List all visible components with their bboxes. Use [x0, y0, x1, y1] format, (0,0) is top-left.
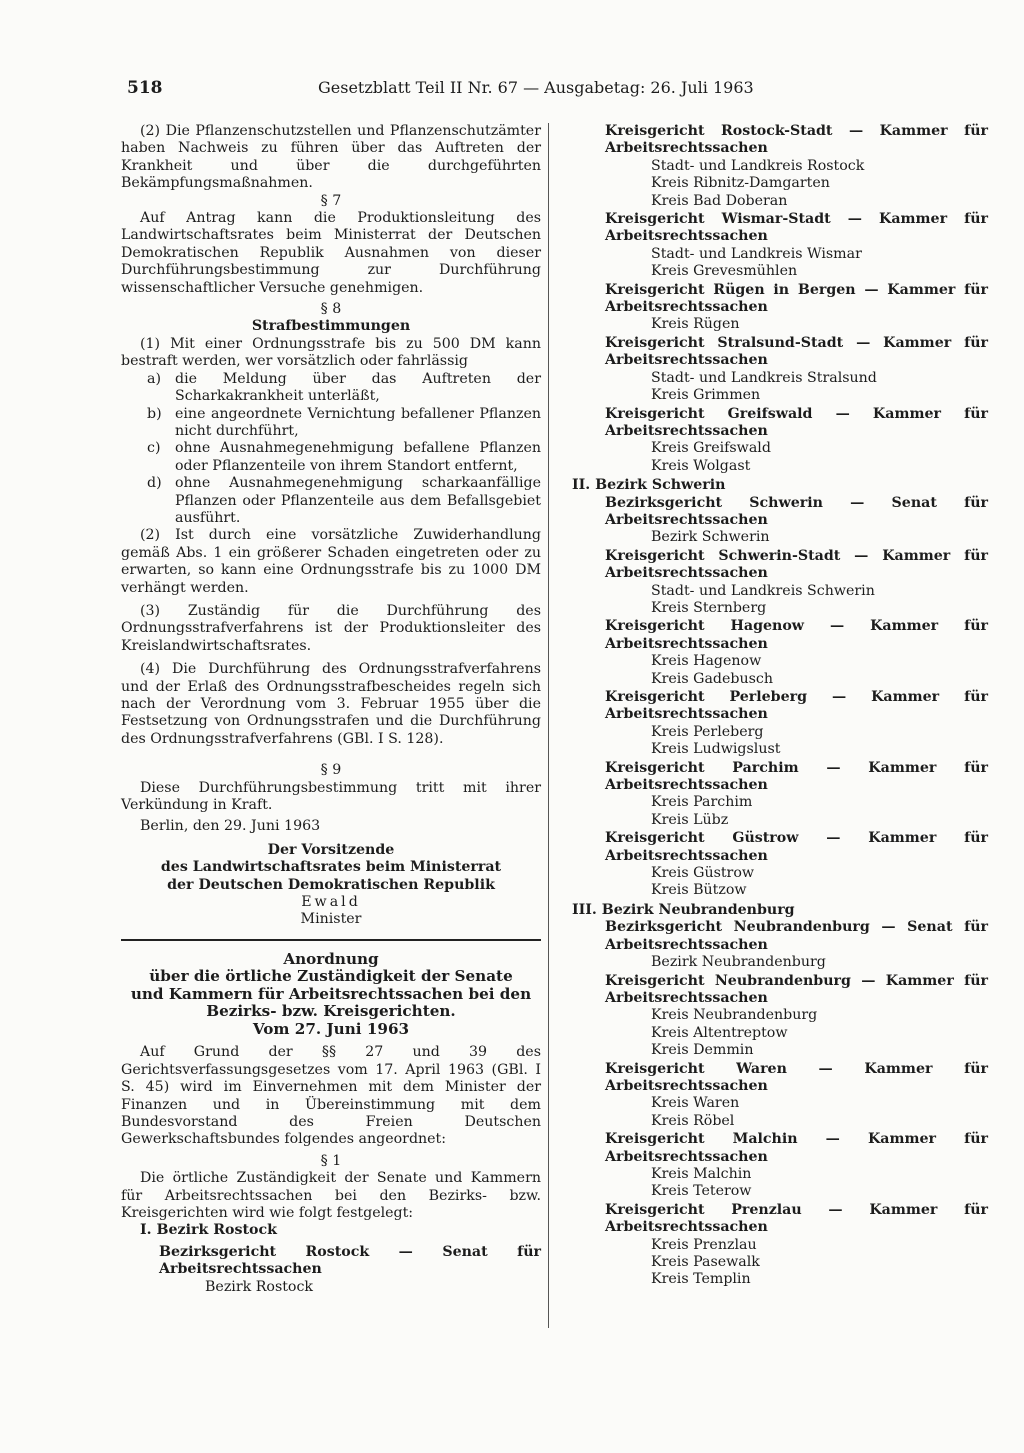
court-name: Kreisgericht Greifswald — Kammer für Arbeitsrechtssachen: [605, 405, 988, 439]
paragraph: (3) Zuständig für die Durchführung des Ordnungsstrafverfahrens ist der Produktionsleiter des Kreislandwirtschaftsrates.: [121, 602, 541, 654]
district: Kreis Pasewalk: [651, 1254, 760, 1270]
list-item-label: d): [147, 475, 162, 492]
district: Kreis Wolgast: [651, 457, 751, 474]
paragraph: Die örtliche Zuständigkeit der Senate und Kammern für Arbeitsrechtssachen bei den Bezirks- bzw. Kreisgerichten wird wie folgt festgelegt:: [121, 1170, 541, 1222]
section-heading: § 7: [320, 192, 342, 209]
court-name: Kreisgericht Güstrow — Kammer für Arbeitsrechtssachen: [605, 830, 988, 864]
ordinance-title-line: Bezirks- bzw. Kreisgerichten.: [206, 1002, 456, 1021]
district: Kreis Rügen: [651, 316, 740, 333]
district: Kreis Gadebusch: [651, 670, 773, 687]
court-name: Bezirksgericht Schwerin — Senat für Arbeitsrechtssachen: [605, 494, 988, 528]
district: Kreis Güstrow: [651, 865, 755, 882]
court-name: Kreisgericht Rügen in Bergen — Kammer für Arbeitsrechtssachen: [605, 281, 988, 316]
court-block: [572, 123, 988, 210]
list-item: [121, 475, 541, 527]
district: Stadt- und Landkreis Stralsund: [651, 369, 877, 386]
signatory-name: Ewald: [301, 894, 361, 911]
court-block: [572, 282, 988, 334]
district: Kreis Grevesmühlen: [651, 263, 798, 280]
page-number: 518: [127, 78, 163, 98]
ordinance-date: Vom 27. Juni 1963: [252, 1019, 410, 1038]
district: Kreis Prenzlau: [651, 1236, 757, 1253]
list-item: [121, 371, 541, 406]
court-block: [572, 211, 988, 281]
district: Kreis Ribnitz-Damgarten: [651, 175, 830, 192]
column-divider: [548, 123, 549, 1328]
paragraph: (2) Die Pflanzenschutzstellen und Pflanzenschutzämter haben Nachweis zu führen über das Auftreten der Krankheit und über die durchgeführten Bekämpfungsmaßnahmen.: [121, 123, 541, 192]
district: Kreis Templin: [651, 1271, 751, 1288]
district: Kreis Parchim: [651, 794, 753, 811]
page-header: [0, 78, 1024, 106]
paragraph: Diese Durchführungsbestimmung tritt mit ihrer Verkündung in Kraft.: [121, 779, 541, 814]
enumeration-list: [121, 371, 541, 528]
court-block: [572, 760, 988, 830]
court-block: [572, 618, 988, 688]
section-heading: § 1: [320, 1152, 342, 1169]
court-block: [572, 335, 988, 405]
court-name: Kreisgericht Perleberg — Kammer für Arbeitsrechtssachen: [605, 689, 988, 723]
court-name: Kreisgericht Neubrandenburg — Kammer für Arbeitsrechtssachen: [605, 972, 988, 1006]
court-name: Bezirksgericht Neubrandenburg — Senat für Arbeitsrechtssachen: [605, 919, 988, 953]
district: Kreis Malchin: [651, 1165, 752, 1182]
list-item-label: a): [147, 370, 161, 387]
district: Kreis Waren: [651, 1095, 740, 1112]
ordinance-title-line: und Kammern für Arbeitsrechtssachen bei den: [130, 984, 532, 1003]
court-name: Kreisgericht Stralsund-Stadt — Kammer für Arbeitsrechtssachen: [605, 334, 988, 369]
court-block: [572, 919, 988, 971]
list-item: [121, 440, 541, 475]
district: Kreis Greifswald: [651, 440, 771, 457]
court-name: Kreisgericht Prenzlau — Kammer für Arbeitsrechtssachen: [605, 1201, 988, 1236]
district: Kreis Perleberg: [651, 723, 764, 740]
bezirk-heading: I. Bezirk Rostock: [140, 1222, 277, 1239]
district: Kreis Altentreptow: [651, 1024, 788, 1041]
court-name: Kreisgericht Rostock-Stadt — Kammer für Arbeitsrechtssachen: [605, 123, 988, 157]
district: Kreis Lübz: [651, 811, 729, 828]
ordinance-title-line: Anordnung: [283, 949, 379, 968]
list-item: [121, 406, 541, 441]
list-item-text: ohne Ausnahmegenehmigung scharkaanfällige Pflanzen oder Pflanzenteile aus dem Befallsgebiet ausführt.: [175, 475, 541, 526]
district: Bezirk Schwerin: [651, 529, 770, 546]
paragraph: (1) Mit einer Ordnungsstrafe bis zu 500 DM kann bestraft werden, wer vorsätzlich oder fahrlässig: [121, 335, 541, 370]
list-item-text: eine angeordnete Vernichtung befallener Pflanzen nicht durchführt,: [175, 405, 541, 439]
court-name: Kreisgericht Malchin — Kammer für Arbeitsrechtssachen: [605, 1131, 988, 1165]
court-name: Kreisgericht Wismar-Stadt — Kammer für Arbeitsrechtssachen: [605, 211, 988, 245]
court-block: [572, 548, 988, 618]
district: Kreis Hagenow: [651, 653, 762, 670]
district: Kreis Teterow: [651, 1183, 752, 1200]
signatory-title: der Deutschen Demokratischen Republik: [167, 876, 495, 893]
court-list: [572, 123, 988, 1289]
section-heading: § 9: [320, 762, 342, 779]
district: Kreis Bad Doberan: [651, 192, 788, 209]
paragraph: Auf Antrag kann die Produktionsleitung des Landwirtschaftsrates beim Ministerrat der Deutschen Demokratischen Republik Ausnahmen von dieser Durchführungsbestimmung zur Durchführung wissenschaftlicher Versuche genehmigen.: [121, 210, 541, 296]
district: Kreis Neubrandenburg: [651, 1007, 818, 1024]
list-item-label: b): [147, 405, 162, 422]
district: Kreis Röbel: [651, 1112, 735, 1129]
court-name: Kreisgericht Schwerin-Stadt — Kammer für Arbeitsrechtssachen: [605, 547, 988, 582]
section-title: Strafbestimmungen: [251, 318, 411, 335]
bezirk-heading: II. Bezirk Schwerin: [572, 477, 726, 494]
right-column: [572, 123, 988, 1290]
court-name: Kreisgericht Hagenow — Kammer für Arbeitsrechtssachen: [605, 618, 988, 652]
court-block: [572, 495, 988, 547]
list-item-text: ohne Ausnahmegenehmigung befallene Pflanzen oder Pflanzenteile von ihrem Standort entfernt,: [175, 440, 541, 474]
court-block: [572, 1202, 988, 1289]
paragraph: Auf Grund der §§ 27 und 39 des Gerichtsverfassungsgesetzes vom 17. April 1963 (GBl. I S. 45) wird im Einvernehmen mit dem Minister der Finanzen und in Übereinstimmung mit dem Bundesvorstand des Freien Deutschen Gewerkschaftsbundes folgendes angeordnet:: [121, 1044, 541, 1148]
paragraph: (4) Die Durchführung des Ordnungsstrafverfahrens und der Erlaß des Ordnungsstrafbescheides regeln sich nach der Verordnung vom 3. Februar 1955 über die Festsetzung von Ordnungsstrafen und die Durchführung des Ordnungsstrafverfahrens (GBl. I S. 128).: [121, 661, 541, 747]
district: Stadt- und Landkreis Schwerin: [651, 582, 875, 599]
ordinance-title-line: über die örtliche Zuständigkeit der Senate: [149, 967, 513, 986]
court-block: [572, 1131, 988, 1201]
court-block: [572, 406, 988, 476]
district: Stadt- und Landkreis Rostock: [651, 157, 865, 174]
district: Kreis Sternberg: [651, 599, 767, 616]
court-block: [572, 1061, 988, 1131]
signature-block: [121, 842, 541, 929]
court-block: [572, 830, 988, 900]
court-name: Bezirksgericht Rostock — Senat für Arbeitsrechtssachen: [159, 1243, 541, 1278]
district: Kreis Grimmen: [651, 387, 761, 404]
place-date: Berlin, den 29. Juni 1963: [140, 818, 321, 835]
district: Bezirk Neubrandenburg: [651, 954, 826, 971]
ordinance-title: [121, 951, 541, 1039]
left-column: [121, 123, 541, 1296]
district: Kreis Ludwigslust: [651, 741, 781, 758]
list-item-label: c): [147, 440, 161, 457]
list-item-text: die Meldung über das Auftreten der Scharkakrankheit unterläßt,: [175, 370, 541, 405]
court-name: Kreisgericht Waren — Kammer für Arbeitsrechtssachen: [605, 1060, 988, 1094]
gazette-title: Gesetzblatt Teil II Nr. 67 — Ausgabetag: 26. Juli 1963: [318, 78, 754, 97]
district: Kreis Demmin: [651, 1042, 754, 1059]
section-heading: § 8: [320, 301, 342, 318]
signatory-title: Der Vorsitzende: [267, 841, 395, 858]
section-rule: [121, 939, 541, 941]
court-block: [572, 973, 988, 1060]
district: Bezirk Rostock: [205, 1278, 314, 1295]
signatory-role: Minister: [300, 911, 362, 928]
court-name: Kreisgericht Parchim — Kammer für Arbeitsrechtssachen: [605, 759, 988, 794]
district: Kreis Bützow: [651, 882, 747, 899]
court-block: [121, 1244, 541, 1296]
paragraph: (2) Ist durch eine vorsätzliche Zuwiderhandlung gemäß Abs. 1 ein größerer Schaden eingetreten oder zu erwarten, so kann eine Ordnungsstrafe bis zu 1000 DM verhängt werden.: [121, 527, 541, 596]
court-block: [572, 689, 988, 759]
district: Stadt- und Landkreis Wismar: [651, 245, 862, 262]
signatory-title: des Landwirtschaftsrates beim Ministerrat: [160, 859, 502, 876]
bezirk-heading: III. Bezirk Neubrandenburg: [572, 901, 795, 918]
